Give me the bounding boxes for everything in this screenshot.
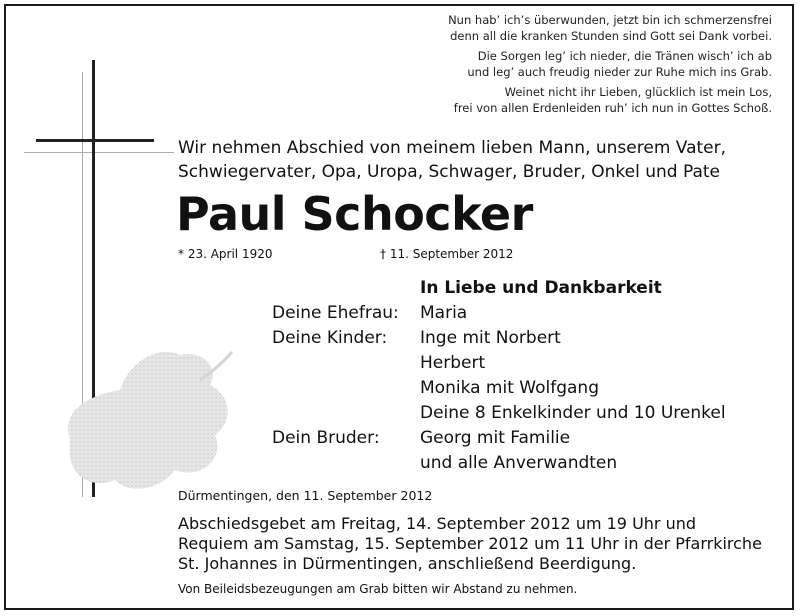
- poem-line: Die Sorgen leg’ ich nieder, die Tränen wisch’ ich ab: [477, 49, 772, 63]
- poem-line: frei von allen Erdenleiden ruh’ ich nun in Gottes Schoß.: [453, 101, 772, 115]
- survivor-row: [272, 326, 726, 351]
- survivor-role: Deine Ehefrau:: [272, 303, 399, 323]
- survivor-row: [272, 426, 726, 451]
- survivors-headline: In Liebe und Dankbarkeit: [420, 278, 662, 298]
- service-line: St. Johannes in Dürmentingen, anschließend Beerdigung.: [178, 554, 637, 573]
- survivor-row: [272, 376, 726, 401]
- survivor-row: [272, 351, 726, 376]
- survivor-role: Dein Bruder:: [272, 428, 380, 448]
- service-line: Requiem am Samstag, 15. September 2012 um 11 Uhr in der Pfarrkirche: [178, 534, 762, 553]
- survivor-names: Georg mit Familie: [420, 428, 571, 448]
- survivor-names: Inge mit Norbert: [420, 328, 561, 348]
- survivor-role: Deine Kinder:: [272, 328, 388, 348]
- survivor-row: [272, 301, 726, 326]
- place-date: Dürmentingen, den 11. September 2012: [178, 488, 433, 503]
- birth-date: * 23. April 1920: [178, 247, 273, 261]
- survivor-role: [272, 451, 420, 476]
- survivor-names: Maria: [420, 303, 468, 323]
- survivor-row: [272, 451, 726, 476]
- service-line: Abschiedsgebet am Freitag, 14. September 2012 um 19 Uhr und: [178, 514, 697, 533]
- cross-horizontal-bar: [36, 139, 154, 142]
- survivors-list: [272, 276, 726, 476]
- survivor-row: [272, 401, 726, 426]
- poem-line: denn all die kranken Stunden sind Gott sei Dank vorbei.: [450, 29, 772, 43]
- intro-line: Schwiegervater, Opa, Uropa, Schwager, Bruder, Onkel und Pate: [178, 162, 721, 182]
- deceased-name: Paul Schocker: [176, 187, 533, 241]
- poem-line: Nun hab’ ich’s überwunden, jetzt bin ich schmerzensfrei: [448, 13, 772, 27]
- poem-line: Weinet nicht ihr Lieben, glücklich ist mein Los,: [504, 85, 772, 99]
- survivor-role: [272, 351, 420, 376]
- survivor-role: [272, 376, 420, 401]
- survivor-names: Deine 8 Enkelkinder und 10 Urenkel: [420, 403, 726, 423]
- poem-stanza: [352, 84, 772, 116]
- intro-text: [178, 136, 778, 184]
- service-details: [178, 514, 762, 574]
- poem-stanza: [352, 12, 772, 44]
- poem: [352, 12, 772, 120]
- poem-line: und leg’ auch freudig nieder zur Ruhe mich ins Grab.: [467, 65, 772, 79]
- survivor-names: und alle Anverwandten: [420, 453, 618, 473]
- leaf-icon: [50, 340, 240, 500]
- cross-shadow-horizontal: [24, 152, 174, 153]
- survivor-names: Monika mit Wolfgang: [420, 378, 599, 398]
- intro-line: Wir nehmen Abschied von meinem lieben Mann, unserem Vater,: [178, 138, 727, 158]
- footer-note: Von Beileidsbezeugungen am Grab bitten wir Abstand zu nehmen.: [178, 582, 578, 596]
- survivor-names: Herbert: [420, 353, 486, 373]
- poem-stanza: [352, 48, 772, 80]
- survivor-role: [272, 401, 420, 426]
- death-date: † 11. September 2012: [380, 247, 514, 261]
